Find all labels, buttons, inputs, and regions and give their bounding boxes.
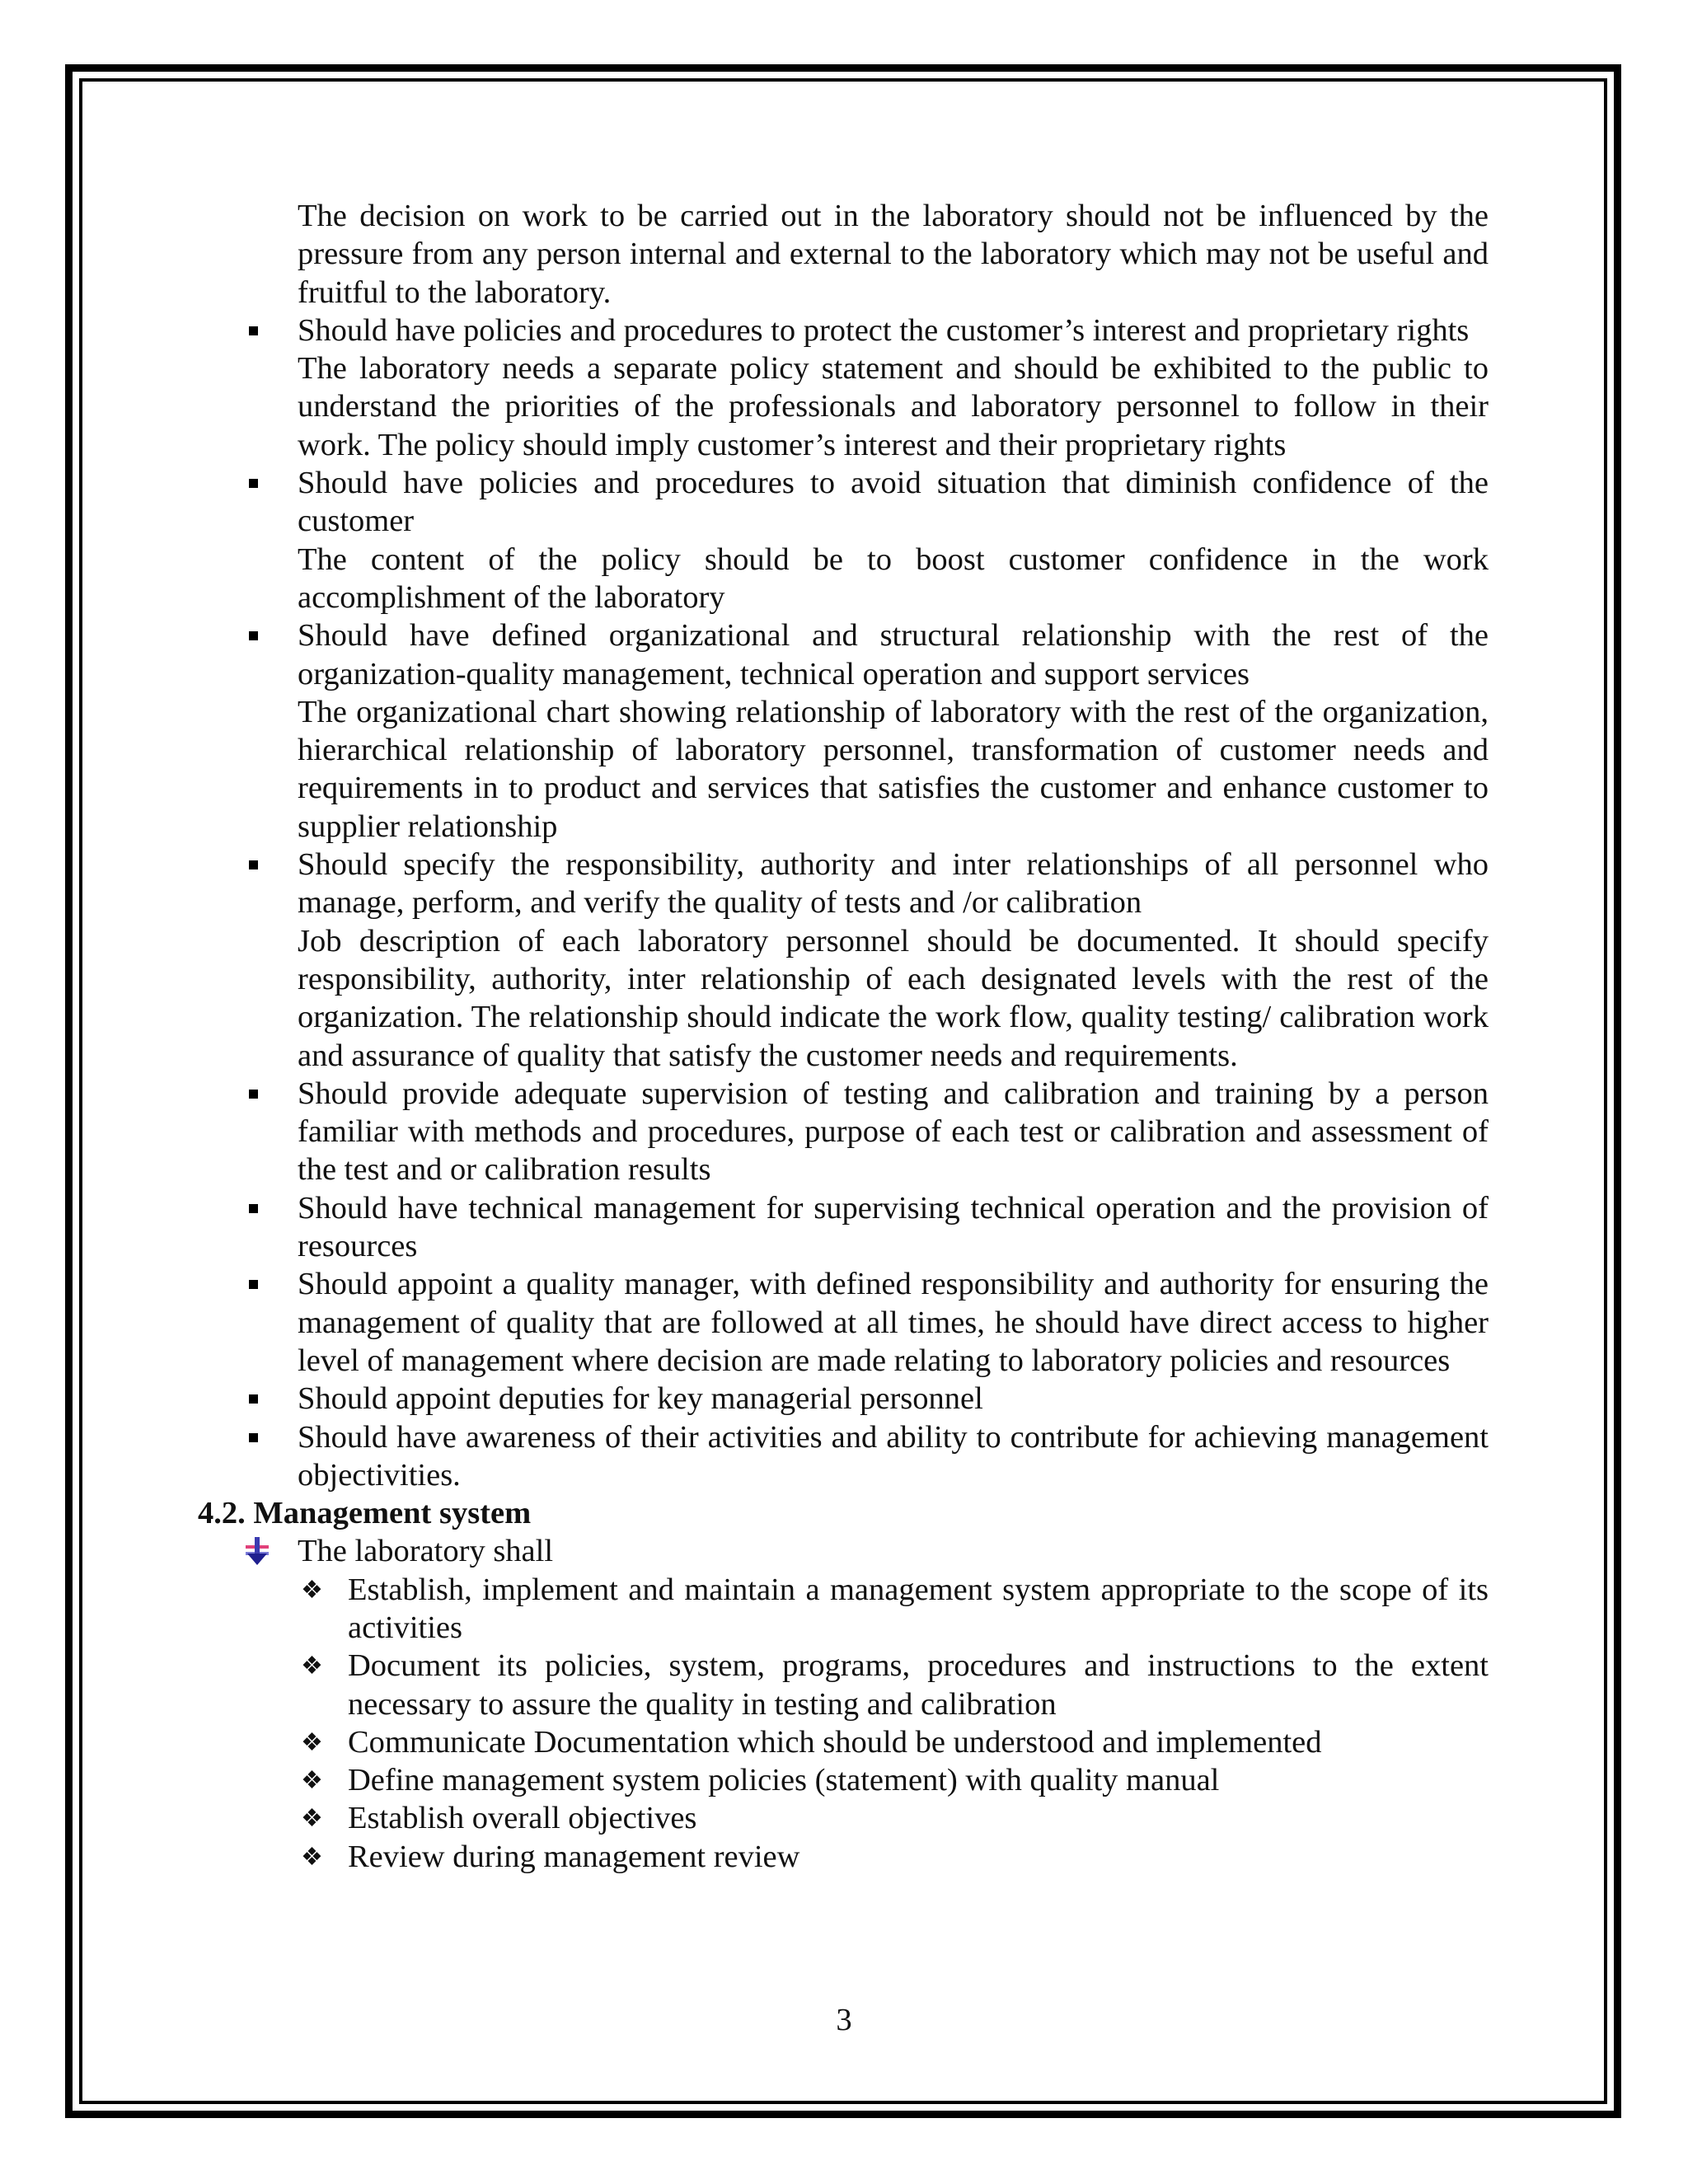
square-bullet-icon (249, 1280, 258, 1289)
requirement-title: Should have defined organizational and structural relationship with the rest of the organization-quality management, technical operation and support services (298, 618, 1489, 691)
requirement-item (198, 1075, 1489, 1189)
requirement-item (198, 1418, 1489, 1495)
square-bullet-icon (249, 479, 258, 488)
management-system-item-text: Establish overall objectives (348, 1801, 697, 1836)
page-number: 3 (836, 2003, 852, 2037)
management-system-list (298, 1571, 1489, 1876)
requirement-title: Should provide adequate supervision of testing and calibration and training by a person familiar with methods and procedures, purpose of each test or calibration and assessment of the test and or calibration results (298, 1076, 1489, 1188)
requirement-title: Should specify the responsibility, authority and inter relationships of all personnel who manage, perform, and verify the quality of tests and /or calibration (298, 847, 1489, 921)
management-system-item-text: Establish, implement and maintain a management system appropriate to the scope of its activities (348, 1572, 1489, 1645)
management-system-item (301, 1723, 1489, 1761)
requirement-title: Should have policies and procedures to protect the customer’s interest and proprietary rights (298, 312, 1470, 348)
diamond-bullet-icon: ❖ (301, 1767, 323, 1795)
management-system-item (301, 1761, 1489, 1799)
requirement-item (198, 312, 1489, 464)
management-system-item-text: Review during management review (348, 1839, 800, 1874)
requirement-item (198, 1189, 1489, 1266)
management-system-item-text: Document its policies, system, programs, procedures and instructions to the extent necessary to assure the quality in testing and calibration (348, 1648, 1489, 1722)
requirement-detail: Job description of each laboratory personnel should be documented. It should specify responsibility, authority, inter relationship of each designated levels with the rest of the organization. The relationship should indicate the work flow, quality testing/ calibration work and assurance of quality that satisfy the customer needs and requirements. (298, 923, 1489, 1073)
requirement-item (198, 464, 1489, 616)
management-system-item (301, 1838, 1489, 1876)
diamond-bullet-icon: ❖ (301, 1728, 323, 1756)
square-bullet-icon (249, 1090, 258, 1099)
square-bullet-icon (249, 860, 258, 869)
management-system-item (301, 1799, 1489, 1837)
requirement-title: Should appoint deputies for key managerial personnel (298, 1381, 983, 1417)
management-system-item (301, 1571, 1489, 1647)
square-bullet-icon (249, 326, 258, 335)
requirement-item (198, 846, 1489, 1075)
management-system-item-text: Communicate Documentation which should be understood and implemented (348, 1724, 1322, 1760)
requirements-list (198, 312, 1489, 1494)
diamond-bullet-icon: ❖ (301, 1805, 323, 1833)
requirement-title: Should have awareness of their activities and ability to contribute for achieving management objectivities. (298, 1419, 1489, 1493)
square-bullet-icon (249, 1394, 258, 1404)
requirement-detail: The organizational chart showing relationship of laboratory with the rest of the organization, hierarchical relationship of laboratory personnel, transformation of customer needs and requirements in to product and services that satisfies the customer and enhance customer to supplier relationship (298, 694, 1489, 844)
requirement-detail: The content of the policy should be to boost customer confidence in the work accomplishment of the laboratory (298, 541, 1489, 615)
requirement-item (198, 1265, 1489, 1380)
square-bullet-icon (249, 1204, 258, 1213)
laboratory-shall-item (298, 1532, 1489, 1570)
laboratory-shall-text: The laboratory shall (298, 1534, 554, 1569)
requirement-item (198, 1380, 1489, 1418)
arrow-down-icon (246, 1535, 269, 1567)
page-content (198, 197, 1489, 1876)
management-system-item (301, 1647, 1489, 1723)
diamond-bullet-icon: ❖ (301, 1576, 323, 1604)
requirement-detail: The laboratory needs a separate policy statement and should be exhibited to the public to understand the priorities of the professionals and laboratory personnel to follow in their work. The policy should imply customer’s interest and their proprietary rights (298, 351, 1489, 462)
square-bullet-icon (249, 631, 258, 640)
square-bullet-icon (249, 1433, 258, 1442)
section-heading: 4.2. Management system (198, 1496, 532, 1531)
requirement-title: Should have policies and procedures to avoid situation that diminish confidence of the customer (298, 466, 1489, 539)
diamond-bullet-icon: ❖ (301, 1843, 323, 1871)
requirement-title: Should have technical management for supervising technical operation and the provision of resources (298, 1190, 1489, 1264)
management-system-item-text: Define management system policies (statement) with quality manual (348, 1763, 1220, 1798)
intro-paragraph: The decision on work to be carried out in the laboratory should not be influenced by the pressure from any person internal and external to the laboratory which may not be useful and fruitful to the laboratory. (298, 199, 1489, 310)
requirement-item (198, 616, 1489, 846)
diamond-bullet-icon: ❖ (301, 1652, 323, 1680)
requirement-title: Should appoint a quality manager, with defined responsibility and authority for ensuring the management of quality that are followed at all times, he should have direct access to higher level of management where decision are made relating to laboratory policies and resources (298, 1267, 1489, 1378)
